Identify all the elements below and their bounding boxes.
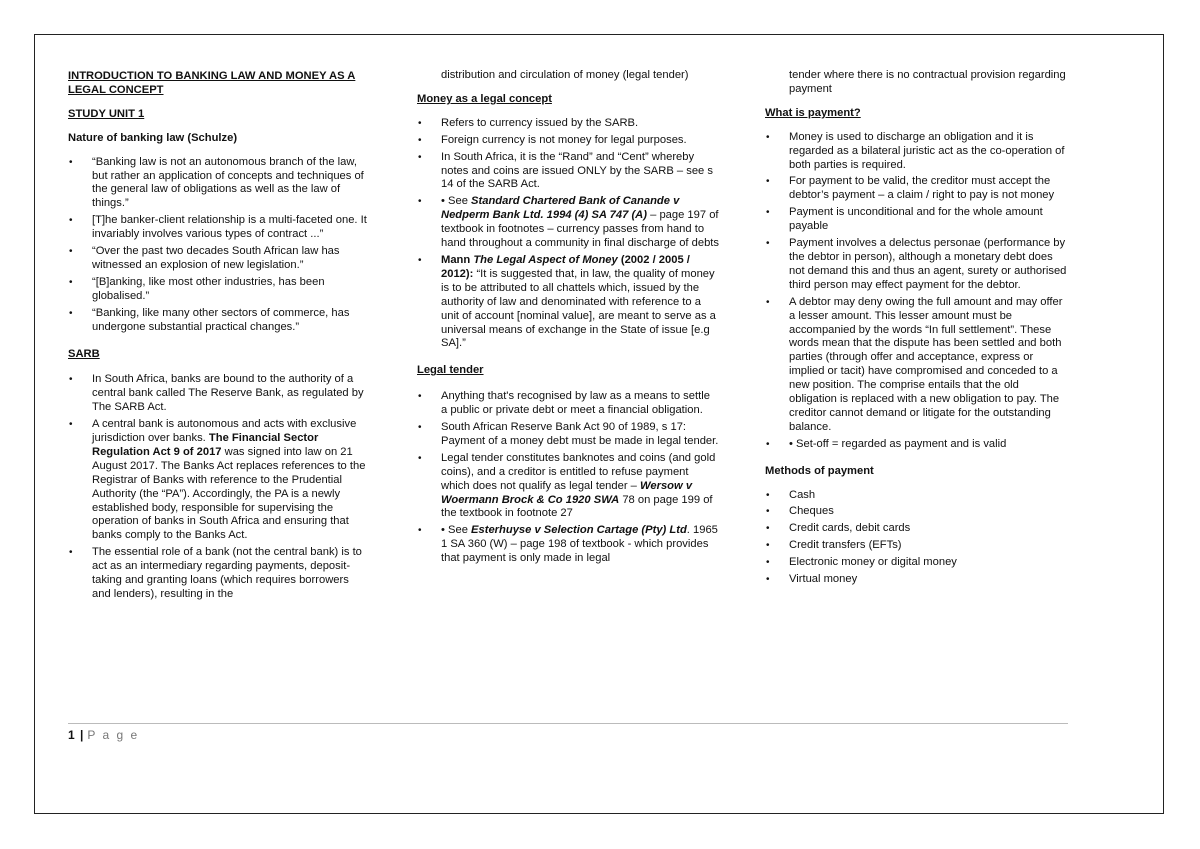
list-item: • “Banking, like many other sectors of commerce, has undergone substantial practical changes.” xyxy=(68,307,370,335)
document-title: INTRODUCTION TO BANKING LAW AND MONEY AS A LEGAL CONCEPT xyxy=(68,70,356,96)
methods-of-payment-heading: Methods of payment xyxy=(765,464,874,477)
list-item: • Legal tender constitutes banknotes and coins (and gold coins), and a creditor is entitled to refuse payment which does not qualify as legal tender – Wersow v Woermann Brock & Co 1920 SWA 78 on page 199 of the textbook in footnote 27 xyxy=(417,452,719,522)
list-item: • “Banking law is not an autonomous branch of the law, but rather an application of concepts and techniques of the general law of obligations as well as the law of things.” xyxy=(68,156,370,212)
column-1 xyxy=(68,70,370,605)
list-item: • Payment is unconditional and for the whole amount payable xyxy=(765,206,1067,234)
list-item: • [T]he banker-client relationship is a multi-faceted one. It invariably involves various types of contract ...” xyxy=(68,214,370,242)
list-item: • South African Reserve Bank Act 90 of 1989, s 17: Payment of a money debt must be made in legal tender. xyxy=(417,421,719,449)
list-item: • Refers to currency issued by the SARB. xyxy=(417,117,719,131)
column-3 xyxy=(765,69,1067,590)
study-unit-heading: STUDY UNIT 1 xyxy=(68,107,145,120)
list-item: • A debtor may deny owing the full amount and may offer a lesser amount. This lesser amount must be accompanied by the words “In full settlement”. These words mean that the dispute has been settled and both parties (through offer and acceptance, express or implied or tacit) have compromised and conceded to a new position. The comprise entails that the old obligation is replaced with a new obligation to pay. The creditor cannot demand or litigate for the outstanding balance. xyxy=(765,296,1067,435)
nature-list xyxy=(68,156,370,335)
page-number-value: 1 xyxy=(68,728,75,742)
money-list xyxy=(417,117,719,352)
continuation-text: tender where there is no contractual provision regarding payment xyxy=(789,69,1066,95)
page-number-separator: | xyxy=(80,728,84,742)
list-item: • “[B]anking, like most other industries, has been globalised.” xyxy=(68,276,370,304)
continuation-text: distribution and circulation of money (legal tender) xyxy=(441,69,689,81)
list-item: • For payment to be valid, the creditor must accept the debtor’s payment – a claim / right to pay is not money xyxy=(765,175,1067,203)
methods-list xyxy=(765,489,1067,587)
list-item: • “Over the past two decades South African law has witnessed an explosion of new legislation.” xyxy=(68,245,370,273)
page-number xyxy=(68,728,139,742)
list-item: • The essential role of a bank (not the central bank) is to act as an intermediary regarding payments, deposit-taking and granting loans (which requires borrowers and lenders), resulting in the xyxy=(68,546,370,602)
list-item: • In South Africa, it is the “Rand” and “Cent” whereby notes and coins are issued ONLY by the SARB – see s 14 of the SARB Act. xyxy=(417,151,719,193)
list-item: • • See Standard Chartered Bank of Canande v Nedperm Bank Ltd. 1994 (4) SA 747 (A) – page 197 of textbook in footnotes – currency passes from hand to hand throughout a community in final discharge of debts xyxy=(417,195,719,251)
nature-heading: Nature of banking law (Schulze) xyxy=(68,131,238,144)
list-item: • Credit transfers (EFTs) xyxy=(765,539,1067,553)
list-item: • Payment involves a delectus personae (performance by the debtor in person), although a monetary debt does not demand this and thus an agent, surety or authorised third person may effect payment for the debtor. xyxy=(765,237,1067,293)
footer-divider xyxy=(68,723,1068,724)
page-word: P a g e xyxy=(87,728,140,742)
legal-tender-heading: Legal tender xyxy=(417,364,484,377)
sarb-heading: SARB xyxy=(68,347,100,360)
payment-list xyxy=(765,131,1067,452)
money-legal-concept-heading: Money as a legal concept xyxy=(417,92,552,105)
column-2 xyxy=(417,69,719,569)
list-item: • Cheques xyxy=(765,505,1067,519)
list-item: • Cash xyxy=(765,489,1067,503)
list-item: • Anything that's recognised by law as a means to settle a public or private debt or meet a financial obligation. xyxy=(417,390,719,418)
list-item: • Money is used to discharge an obligation and it is regarded as a bilateral juristic act as the co-operation of both parties is required. xyxy=(765,131,1067,173)
what-is-payment-heading: What is payment? xyxy=(765,106,861,119)
list-item: • • See Esterhuyse v Selection Cartage (Pty) Ltd. 1965 1 SA 360 (W) – page 198 of textbook - which provides that payment is only made in legal xyxy=(417,524,719,566)
list-item: • A central bank is autonomous and acts with exclusive jurisdiction over banks. The Financial Sector Regulation Act 9 of 2017 was signed into law on 21 August 2017. The Banks Act replaces references to the Registrar of Banks with reference to the Prudential Authority (the “PA”). Accordingly, the PA is a newly established body, responsible for supervising the operation of banks in South Africa and ensuring that banks comply to the Banks Act. xyxy=(68,418,370,543)
legal-tender-list xyxy=(417,390,719,566)
list-item: • • Set-off = regarded as payment and is valid xyxy=(765,438,1067,452)
list-item: • In South Africa, banks are bound to the authority of a central bank called The Reserve Bank, as regulated by The SARB Act. xyxy=(68,373,370,415)
list-item: • Electronic money or digital money xyxy=(765,556,1067,570)
list-item: • Foreign currency is not money for legal purposes. xyxy=(417,134,719,148)
list-item: • Credit cards, debit cards xyxy=(765,522,1067,536)
list-item: • Virtual money xyxy=(765,573,1067,587)
sarb-list xyxy=(68,373,370,602)
list-item: • Mann The Legal Aspect of Money (2002 / 2005 / 2012): “It is suggested that, in law, the quality of money is to be attributed to all chattels which, issued by the authority of law and denominated with reference to a unit of account [nominal value], are meant to serve as a universal means of exchange in the State of issue [e.g SA].” xyxy=(417,254,719,351)
